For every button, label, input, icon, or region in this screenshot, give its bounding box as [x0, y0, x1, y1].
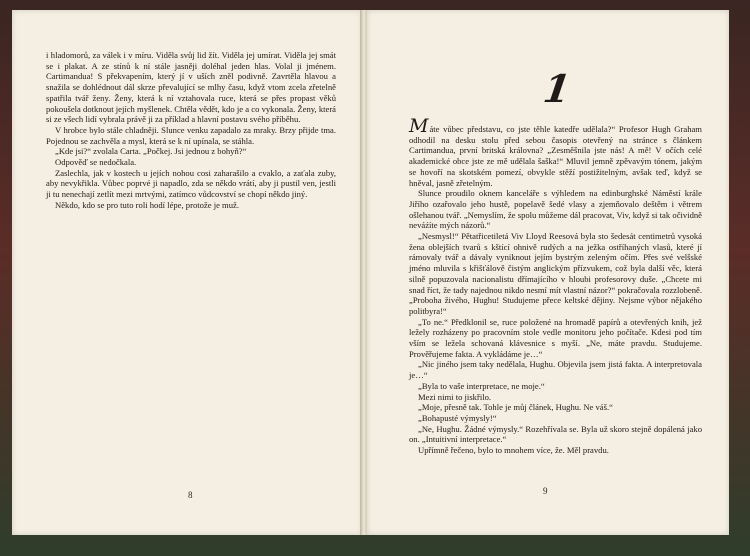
paragraph: Mezi nimi to jiskřilo. [418, 391, 492, 402]
paragraph: „Kde jsi?“ zvolala Carta. „Počkej. Jsi jednou z bohyň?“ [55, 146, 247, 157]
chapter-number: 1 [540, 66, 574, 111]
page-number: 8 [188, 490, 193, 500]
drop-cap: M [409, 115, 429, 137]
paragraph: Upřímně řečeno, bylo to mnohem více, že. Měl pravdu. [418, 445, 609, 456]
right-page [366, 10, 729, 535]
left-page-text [46, 50, 336, 211]
paragraph: „Bohapusté výmysly!“ [418, 412, 497, 423]
paragraph: Odpověď se nedočkala. [55, 157, 137, 168]
paragraph: V hrobce bylo stále chladněji. Slunce venku zapadalo za mraky. Brzy přijde tma. Pojednou se zachvěla a mysl, která se k ní upínala, se stáhla. [46, 124, 336, 146]
paragraph: Zaslechla, jak v kostech u jejích nohou cosi zaharašilo a cvaklo, a zaťala zuby, aby nevykřikla. Vůbec poprvé ji napadlo, zda se někdo vrátí, aby ji pustil ven, jestli ji tu nenechají zetlít mezi mrtvými, zatímco vůdcovství se chopí někdo jiný. [46, 167, 336, 200]
paragraph: „Moje, přesně tak. Tohle je můj článek, Hughu. Ne váš.“ [418, 402, 613, 413]
paragraph: Slunce proudilo oknem kanceláře s výhledem na edinburghské Náměstí krále Jiřího ozařovalo jeho hustě, popelavě šedé vlasy a zjemňovalo deštěm i větrem ošlehanou tvář. „Nemyslím, že spolu můžeme dál pracovat, Viv, když si tak očividně neváźíte mých názorů.“ [409, 188, 702, 231]
paragraph: „Ne, Hughu. Žádné výmysly.“ Rozehřívala se. Byla už skoro stejně dopálená jako on. „Intuitivní interpretace.“ [409, 423, 702, 445]
paragraph [409, 115, 702, 188]
paragraph: „Nesmysl!“ Pětatřicetiletá Viv Lloyd Reesová byla sto šedesát centimetrů vysoká žena oblejších tvarů s kštící ohnivě rudých a na ježka ostříhaných vlasů, které jí rámovaly tvář a dávaly vyniknout jejím bystrým zeleným očím. Přes své velšské jméno mluvila s křišťálově čistým anglickým přízvukem, což byla další věc, která silně popuzovala nacionalistu dřímajícího v hloubi profesorovy duše. „Chcete mi snad říct, že tady najednou nikdo nesmí mít vlastní názor?“ pokračovala rozzlobeně. „Proboha živého, Hughu! Studujeme přece keltské dějiny. Nejsme výbor nějakého politbyra!“ [409, 231, 702, 316]
right-page-text [409, 115, 702, 456]
page-number: 9 [543, 486, 548, 496]
left-page [12, 10, 363, 535]
paragraph: „Byla to vaše interpretace, ne moje.“ [418, 380, 545, 391]
paragraph: i hladomorů, za válek i v míru. Viděla svůj lid žít. Viděla jej umírat. Viděla jej smát se i plakat. A ze stínů k ní stále jasněji doléhal jeden hlas. Volal ji jménem. Cartimandua! S překvapením, který jí v uších zněl podivně. Zavrtěla hlavou a snažila se dohlédnout dál skrze převalující se mlhy času, když vtom zcela zřetelně spatřila tvář ženy. Ženy, která k ní vztahovala ruce, která se přes propast věků pokoušela dotknout jejích myšlenek. Chtěla vědět, kdo je a co vykonala. Ženy, která si ze všech lidí vybrala právě ji za příklad a hlavní postavu svého příběhu. [46, 50, 336, 125]
paragraph: „To ne.“ Předklonil se, ruce položené na hromadě papírů a otevřených knih, jež ležely rozházeny po pracovním stole vedle monitoru jeho počítače. Kdesi pod tím vším se ležela schovaná klávesnice s myší. „Ne, máte pravdu. Studujeme. Prověřujeme fakta. A vykládáme je…“ [409, 316, 702, 359]
paragraph-rest: áte vůbec představu, co jste těhle katedře udělala?“ Profesor Hugh Graham odhodil na desku stolu před sebou časopis otevřený na stránce s článkem Cartimandua, první britská královna? „Zesměšnila jste nás! A mě! V očích celé akademické obce jste ze mě udělala šaška!“ Mluvil jemně zpěvavým tónem, jakým se hovoří na skotském pomezí, obvykle stěží postižitelným, avšak teď, když se hněval, jasně zřetelným. [409, 124, 702, 188]
paragraph: „Nic jiného jsem taky nedělala, Hughu. Objevila jsem jistá fakta. A interpretovala je…“ [409, 359, 702, 381]
paragraph: Někdo, kdo se pro tuto roli hodí lépe, protože je muž. [55, 199, 240, 210]
